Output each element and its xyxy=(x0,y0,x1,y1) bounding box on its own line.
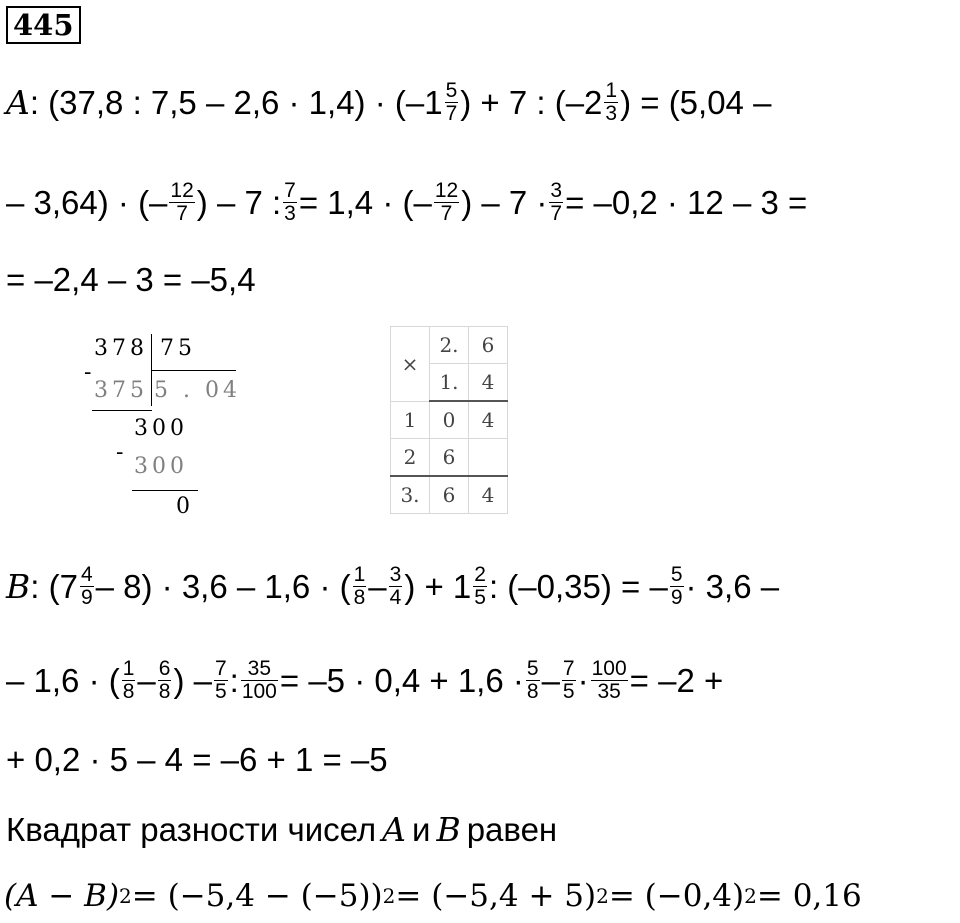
digit-cell: 4 xyxy=(469,401,508,439)
text: = –0,2 · 12 – 3 = xyxy=(565,183,808,221)
fraction xyxy=(353,564,367,609)
text: ) – xyxy=(173,661,212,699)
text: ) = (5,04 – xyxy=(620,83,772,121)
text: – 3,64) · (– xyxy=(6,183,168,221)
text: Квадрат разности чисел xyxy=(6,811,377,848)
denominator: 3 xyxy=(605,102,618,125)
denominator: 5 xyxy=(474,586,486,609)
denominator: 4 xyxy=(389,586,402,609)
final-equation: (A − B) 2 = (−5,4 − (−5)) 2 = (−5,4 + 5) 2 = (−0,4) 2 = 0,16 xyxy=(4,878,862,914)
numerator: 6 xyxy=(158,657,171,680)
label-b: B xyxy=(6,566,31,606)
digit-cell: 3. xyxy=(391,476,430,514)
fraction xyxy=(526,658,540,703)
denominator: 8 xyxy=(353,586,366,609)
text: – 8) · 3,6 – 1,6 · ( xyxy=(95,567,351,605)
text: · xyxy=(577,661,589,699)
label-a: A xyxy=(6,82,30,122)
digit-cell: 6 xyxy=(430,439,469,477)
text: = 1,4 · (– xyxy=(298,183,432,221)
dividend: 378 xyxy=(94,336,148,361)
numerator: 3 xyxy=(389,563,402,586)
label-a: A xyxy=(382,810,406,849)
denominator: 8 xyxy=(526,680,539,703)
multiplication-sign: × xyxy=(391,327,430,402)
denominator: 9 xyxy=(80,586,93,609)
digit-cell: 4 xyxy=(469,364,508,402)
denominator: 5 xyxy=(562,680,575,703)
second-subtrahend: 300 xyxy=(134,454,188,479)
first-subtrahend: 375 xyxy=(94,378,148,403)
fraction xyxy=(80,564,94,609)
solution-b-line-2 xyxy=(6,658,723,703)
digit-cell: 2. xyxy=(430,327,469,364)
denominator: 5 xyxy=(214,680,227,703)
denominator: 9 xyxy=(670,586,683,609)
quotient: 5 . 04 xyxy=(154,378,241,403)
denominator: 3 xyxy=(284,202,296,225)
solution-a-line-1 xyxy=(6,80,771,125)
fraction xyxy=(549,180,563,225)
fraction xyxy=(562,658,576,703)
digit-cell: 0 xyxy=(430,401,469,439)
fraction xyxy=(122,658,136,703)
text: : (–0,35) = – xyxy=(488,567,668,605)
conclusion-line xyxy=(6,810,557,850)
denominator: 7 xyxy=(440,202,453,225)
digit-cell: 4 xyxy=(469,476,508,514)
digit-cell: 1 xyxy=(391,401,430,439)
numerator: 5 xyxy=(445,79,458,102)
denominator: 8 xyxy=(158,680,171,703)
subtraction-rule xyxy=(92,410,152,411)
expression: = (−5,4 + 5) xyxy=(395,878,597,914)
numerator: 7 xyxy=(284,179,296,202)
text: : (7 xyxy=(30,567,78,605)
digit-cell: 6 xyxy=(430,476,469,514)
solution-a-line-3: = –2,4 – 3 = –5,4 xyxy=(6,261,256,298)
denominator: 7 xyxy=(176,202,188,225)
text: – xyxy=(368,567,387,605)
fraction xyxy=(670,564,684,609)
fraction xyxy=(169,180,194,225)
digit-cell: 1. xyxy=(430,364,469,402)
text: : xyxy=(229,661,239,699)
expression: (A − B) xyxy=(4,878,120,914)
text: и xyxy=(412,811,431,848)
numerator: 2 xyxy=(474,563,486,586)
divisor: 75 xyxy=(160,336,196,361)
text: – xyxy=(541,661,560,699)
problem-number: 445 xyxy=(6,6,81,44)
text: ) + 7 : (–2 xyxy=(460,83,603,121)
text: : (37,8 : 7,5 – 2,6 · 1,4) · (–1 xyxy=(29,83,443,121)
remainder-step: 300 xyxy=(134,416,188,441)
fraction xyxy=(445,80,459,125)
fraction xyxy=(283,180,297,225)
text: · 3,6 – xyxy=(685,567,780,605)
solution-b-line-1 xyxy=(6,564,779,609)
subtraction-rule xyxy=(132,490,198,491)
denominator: 100 xyxy=(241,680,277,703)
numerator: 100 xyxy=(591,657,627,680)
numerator: 5 xyxy=(526,657,539,680)
fraction xyxy=(389,564,403,609)
text: – 1,6 · ( xyxy=(6,661,120,699)
numerator: 12 xyxy=(170,179,194,202)
expression: = 0,16 xyxy=(756,878,862,914)
text: = –5 · 0,4 + 1,6 · xyxy=(279,661,524,699)
numerator: 1 xyxy=(605,79,618,102)
numerator: 3 xyxy=(550,179,563,202)
fraction xyxy=(591,658,628,703)
numerator: 35 xyxy=(247,657,272,680)
numerator: 5 xyxy=(670,563,683,586)
solution-a-line-2 xyxy=(6,180,807,225)
label-b: B xyxy=(436,810,461,849)
remainder: 0 xyxy=(176,494,194,519)
denominator: 35 xyxy=(597,680,621,703)
long-division xyxy=(80,334,250,524)
numerator: 4 xyxy=(80,563,93,586)
division-horizontal-rule xyxy=(151,370,236,371)
text: ) + 1 xyxy=(404,567,472,605)
expression: = (−5,4 − (−5)) xyxy=(131,878,383,914)
solution-b-line-3: + 0,2 · 5 – 4 = –6 + 1 = –5 xyxy=(6,741,388,778)
text: = –2 + xyxy=(629,661,724,699)
fraction xyxy=(214,658,228,703)
denominator: 8 xyxy=(122,680,135,703)
multiplication-table xyxy=(390,326,508,514)
numerator: 1 xyxy=(353,563,366,586)
digit-cell: 6 xyxy=(469,327,508,364)
fraction xyxy=(434,180,459,225)
denominator: 7 xyxy=(445,102,458,125)
multiplication-grid xyxy=(390,326,508,514)
numerator: 12 xyxy=(434,179,459,202)
expression: = (−0,4) xyxy=(608,878,745,914)
fraction xyxy=(158,658,172,703)
denominator: 7 xyxy=(550,202,563,225)
numerator: 7 xyxy=(562,657,575,680)
digit-cell: 2 xyxy=(391,439,430,477)
text: – xyxy=(137,661,156,699)
digit-cell xyxy=(469,439,508,477)
numerator: 1 xyxy=(122,657,135,680)
minus-sign: - xyxy=(84,360,92,385)
fraction xyxy=(473,564,487,609)
numerator: 7 xyxy=(214,657,227,680)
text: ) – 7 : xyxy=(196,183,282,221)
text: равен xyxy=(466,811,558,848)
fraction xyxy=(241,658,278,703)
text: ) – 7 · xyxy=(461,183,548,221)
fraction xyxy=(604,80,618,125)
minus-sign: - xyxy=(116,440,124,465)
